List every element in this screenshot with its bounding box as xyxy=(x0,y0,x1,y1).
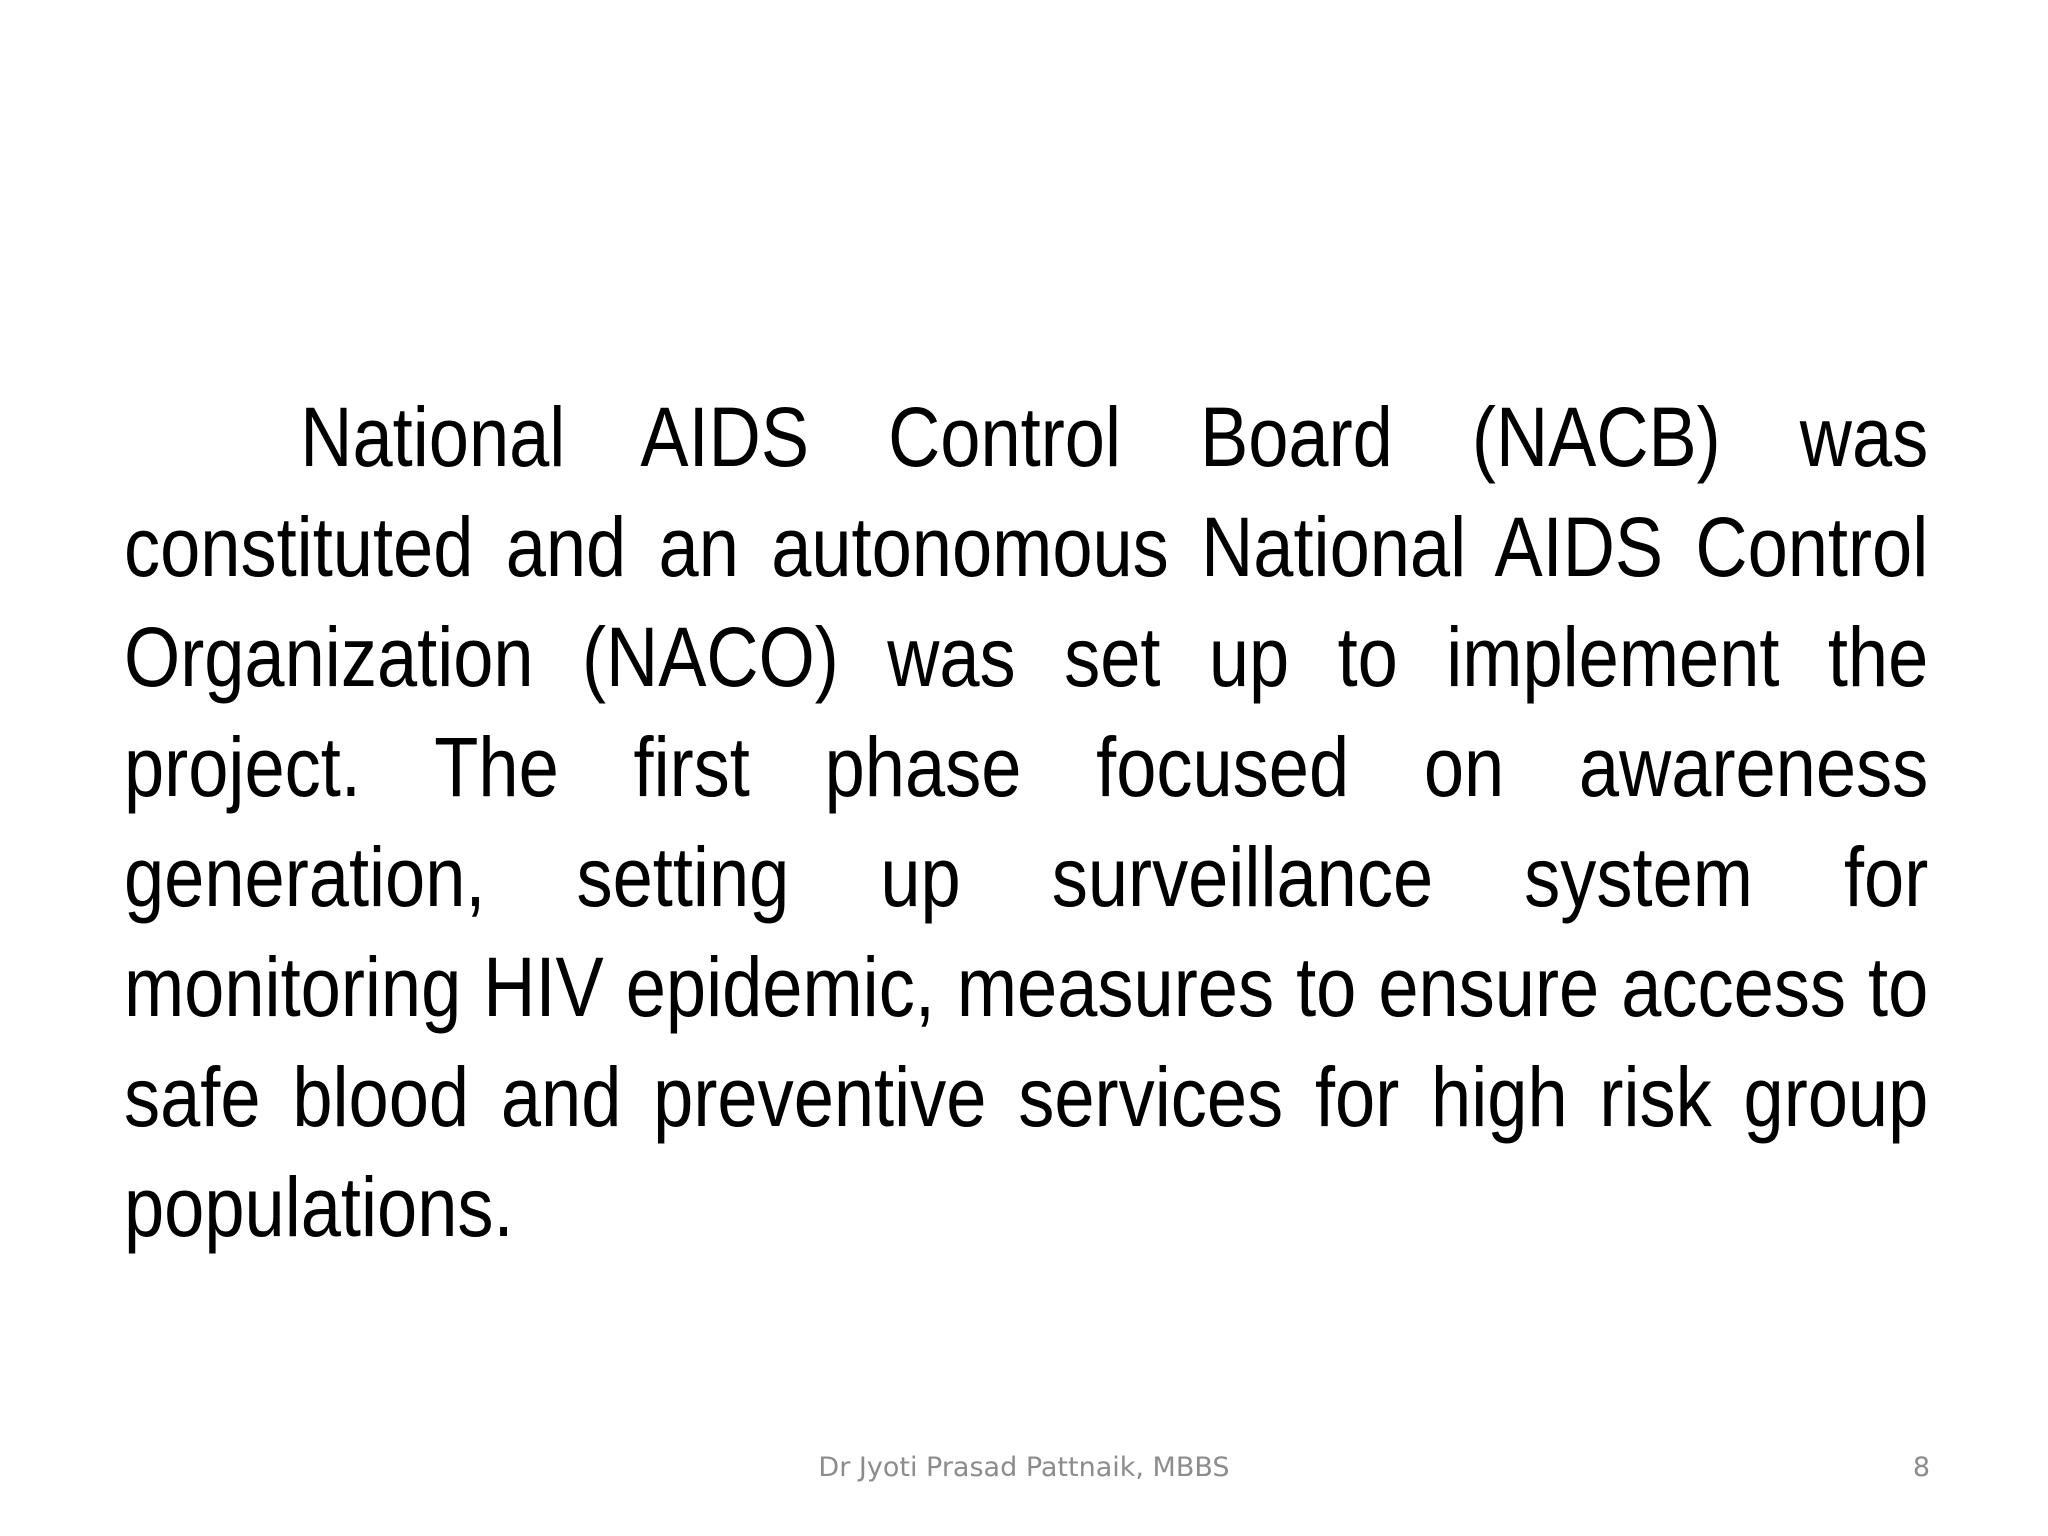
page-number: 8 xyxy=(1912,1452,1930,1483)
footer-author: Dr Jyoti Prasad Pattnaik, MBBS xyxy=(818,1452,1230,1483)
slide-body-text: National AIDS Control Board (NACB) was constituted and an autonomous National AIDS Control Organization (NACO) was set up to implement the project. The first phase focused on awareness generation, setting up surveillance system for monitoring HIV epidemic, measures to ensure access to safe blood and preventive services for high risk group populations. xyxy=(124,390,1929,1254)
